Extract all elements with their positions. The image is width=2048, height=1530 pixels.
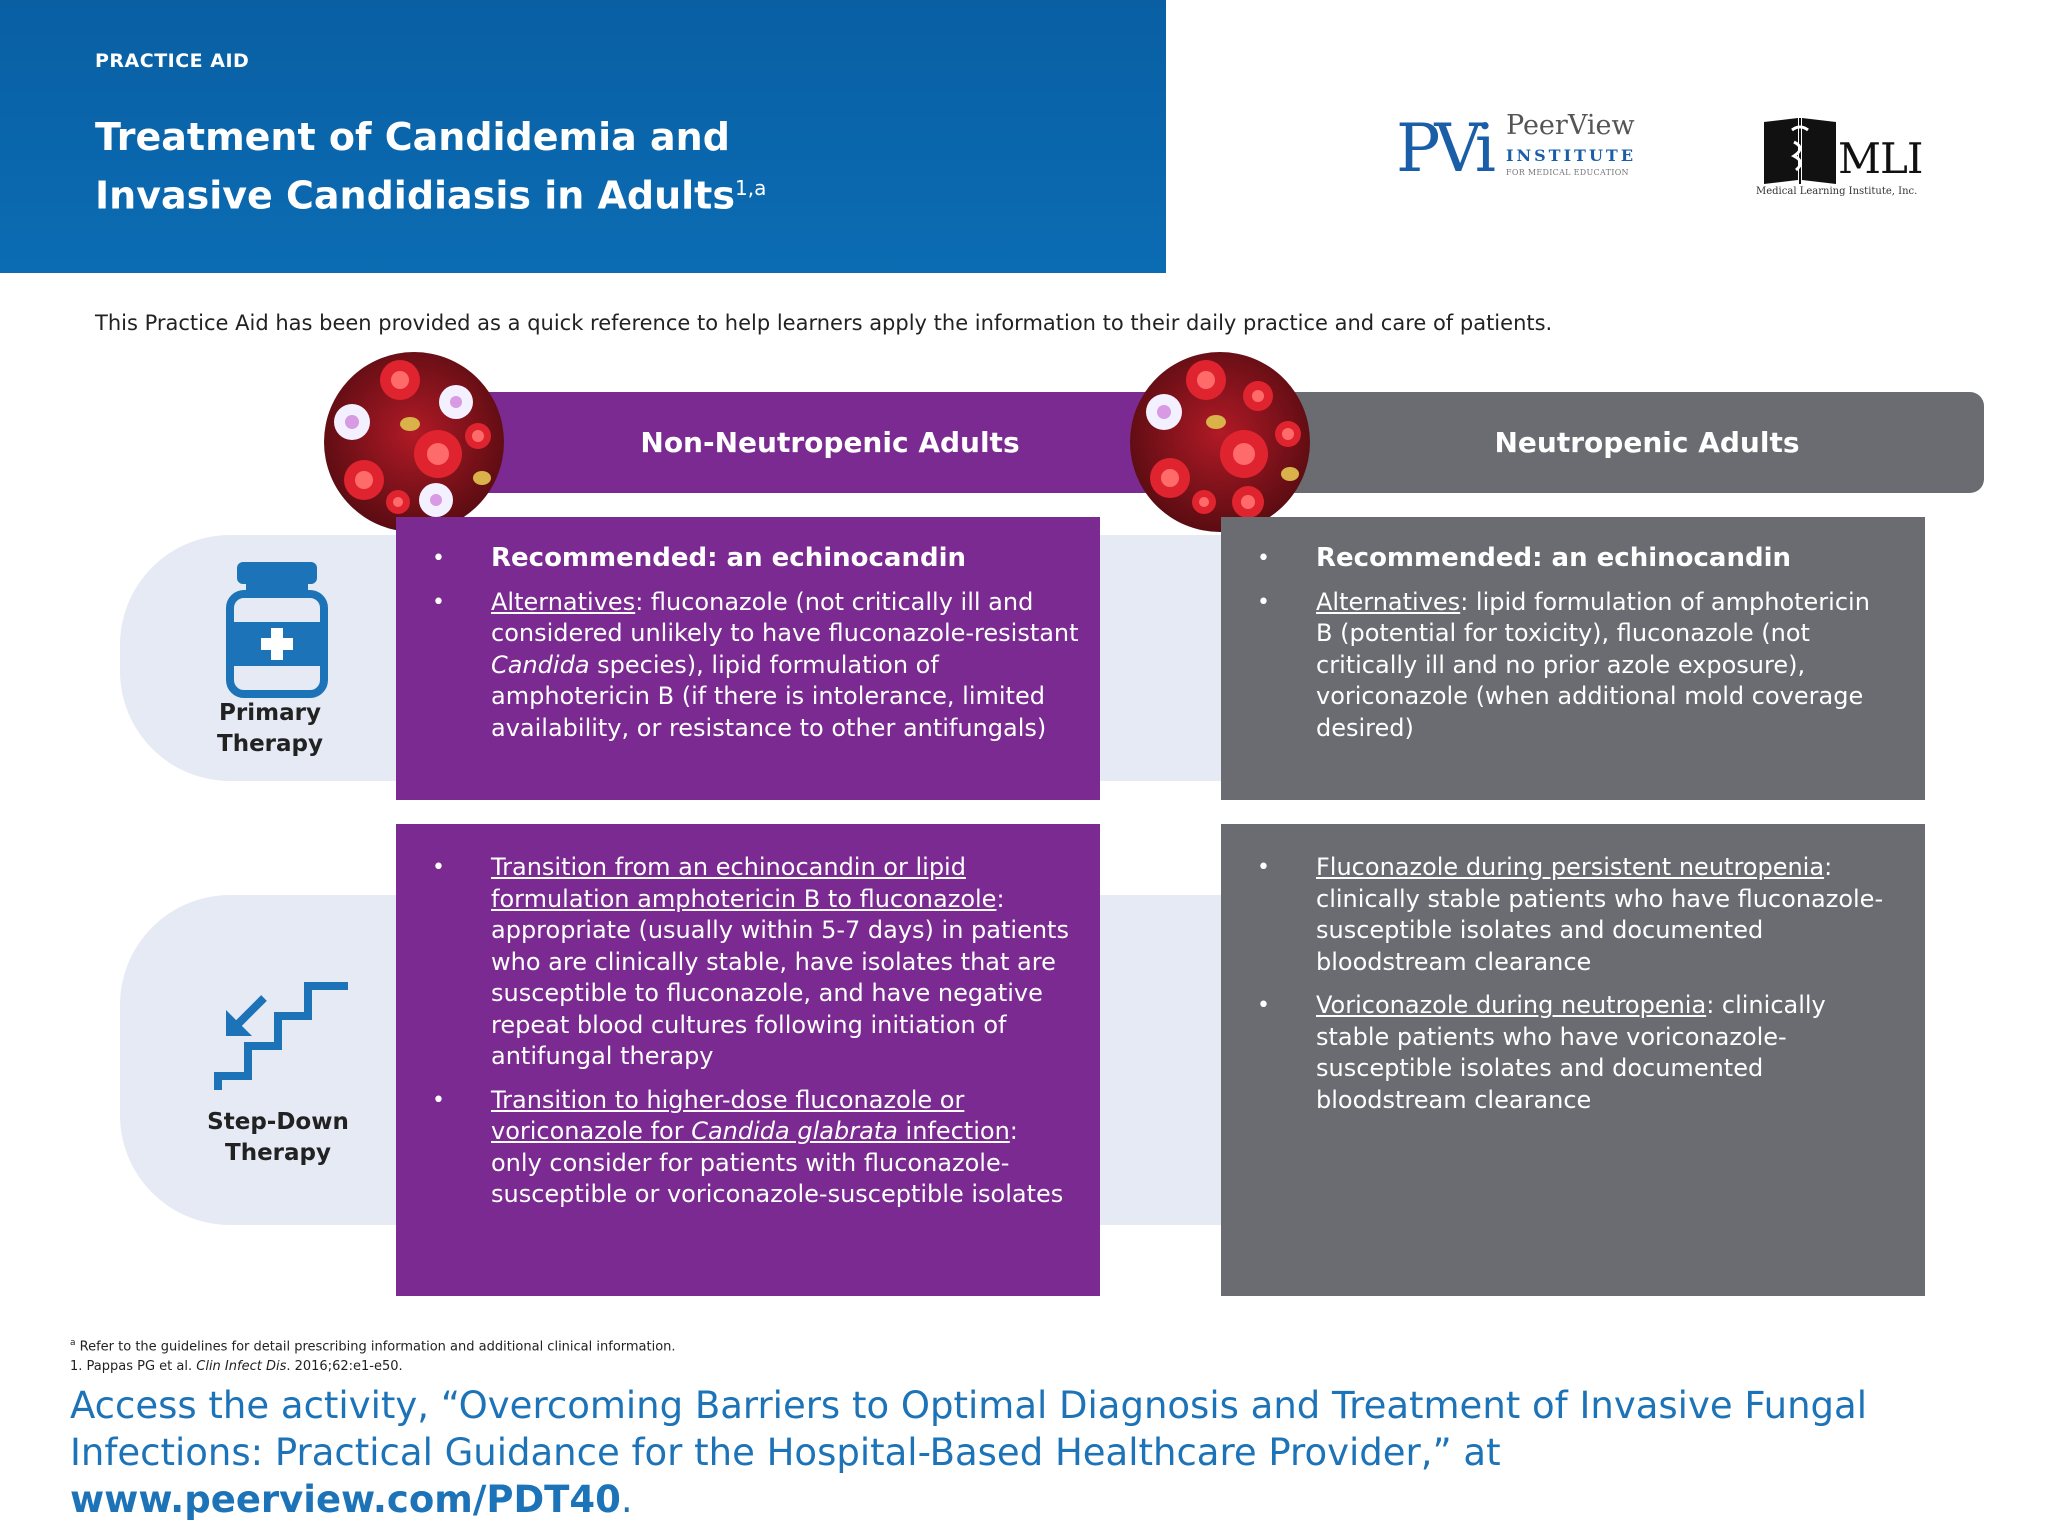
list-item — [1221, 852, 1885, 978]
caduceus-book-icon — [1762, 114, 1838, 186]
medicine-bottle-icon — [222, 560, 332, 700]
mli-logo — [1756, 112, 1936, 202]
blood-cells-illustration — [322, 350, 506, 534]
list-item — [396, 1085, 1072, 1211]
voriconazole-label: Voriconazole during neutropenia — [1316, 991, 1707, 1019]
reference-authors: 1. Pappas PG et al. — [70, 1359, 197, 1375]
higher-dose-label-a: Transition to higher-dose fluconazole or voriconazole for — [491, 1085, 965, 1145]
title-superscript: 1,a — [734, 176, 767, 200]
pvi-logo-name: PeerView — [1506, 110, 1635, 141]
recommended-text: Recommended: an echinocandin — [491, 543, 967, 573]
footnote-a-mark: a — [70, 1338, 76, 1348]
non-neutropenic-header — [440, 392, 1160, 493]
header-banner — [0, 0, 1166, 273]
higher-dose-label-b: infection — [897, 1117, 1010, 1145]
alternatives-label: Alternatives — [1316, 587, 1461, 616]
footnote-reference — [70, 1357, 676, 1377]
stairs-down-arrow-icon — [212, 980, 352, 1100]
list-item — [1221, 990, 1885, 1116]
fluconazole-label: Fluconazole during persistent neutropenia — [1316, 853, 1825, 881]
list-item — [396, 543, 1100, 575]
higher-dose-label — [491, 1086, 1010, 1146]
list-item — [1221, 543, 1885, 575]
title-line-1: Treatment of Candidemia and — [95, 115, 730, 159]
title-line-2: Invasive Candidiasis in Adults — [95, 173, 735, 218]
primary-therapy-label-line2: Therapy — [217, 731, 323, 757]
reference-journal: Clin Infect Dis — [196, 1359, 287, 1375]
cta-end: . — [620, 1478, 633, 1521]
alternatives-text: : lipid formulation of amphotericin B (potential for toxicity), fluconazole (not critically ill and no prior azole exposure), voriconazole (when additional mold coverage desired) — [1316, 587, 1870, 742]
alternatives-text-cont: species), lipid formulation of amphotericin B (if there is intolerance, limited availability, or resistance to other antifungals) — [491, 650, 1047, 742]
transition-text: : appropriate (usually within 5-7 days) in patients who are clinically stable, have isolates that are susceptible to fluconazole, and have negative repeat blood cultures following initiation of antifungal therapy — [491, 884, 1069, 1070]
alternatives-label: Alternatives — [491, 587, 636, 616]
recommended-text: Recommended: an echinocandin — [1316, 543, 1792, 573]
footnote-a-text: Refer to the guidelines for detail prescribing information and additional clinical information. — [75, 1339, 676, 1355]
neutropenic-header — [1250, 392, 1984, 493]
mli-logo-subtitle: Medical Learning Institute, Inc. — [1756, 186, 1918, 197]
alternatives-text: : fluconazole (not critically ill and considered unlikely to have fluconazole-resistant — [491, 587, 1079, 647]
list-item — [1221, 587, 1885, 745]
higher-dose-label-italic: Candida glabrata — [691, 1117, 898, 1145]
page-title — [95, 112, 1095, 222]
reference-details: . 2016;62:e1-e50. — [286, 1359, 403, 1375]
fluconazole-text: : clinically stable patients who have fluconazole-susceptible isolates and documented bloodstream clearance — [1316, 853, 1884, 976]
alternatives-italic: Candida — [491, 650, 590, 679]
stepdown-therapy-label-line2: Therapy — [225, 1140, 331, 1166]
eyebrow-label: PRACTICE AID — [95, 50, 250, 72]
non-neutropenic-primary-cell — [396, 517, 1100, 800]
activity-call-to-action — [70, 1382, 2010, 1523]
peerview-logo — [1396, 110, 1636, 200]
list-item — [396, 587, 1100, 745]
stepdown-therapy-label — [178, 1107, 378, 1169]
primary-therapy-label-line1: Primary — [219, 700, 321, 726]
non-neutropenic-stepdown-cell — [396, 824, 1100, 1296]
voriconazole-text: : clinically stable patients who have voriconazole-susceptible isolates and documented bloodstream clearance — [1316, 991, 1826, 1114]
list-item — [396, 852, 1072, 1073]
primary-therapy-label — [170, 698, 370, 760]
neutropenic-stepdown-cell — [1221, 824, 1925, 1296]
pvi-logo-subtitle: FOR MEDICAL EDUCATION — [1506, 168, 1629, 177]
intro-text: This Practice Aid has been provided as a quick reference to help learners apply the information to their daily practice and care of patients. — [95, 311, 1553, 335]
mli-logo-name: MLI — [1838, 134, 1923, 183]
pvi-logo-institute: INSTITUTE — [1506, 146, 1637, 165]
pvi-logo-mark: PVi — [1396, 110, 1491, 187]
footnotes — [70, 1333, 676, 1377]
neutropenic-header-label: Neutropenic Adults — [1494, 426, 1800, 459]
footnote-a — [70, 1333, 676, 1357]
cta-text: Access the activity, “Overcoming Barriers to Optimal Diagnosis and Treatment of Invasive Fungal Infections: Practical Guidance for the Hospital-Based Healthcare Provider,” at — [70, 1384, 1867, 1474]
non-neutropenic-header-label: Non-Neutropenic Adults — [640, 426, 1020, 459]
stepdown-therapy-label-line1: Step-Down — [207, 1109, 349, 1135]
blood-cells-illustration — [1128, 350, 1312, 534]
activity-url-link[interactable]: www.peerview.com/PDT40 — [70, 1478, 621, 1521]
higher-dose-text: : only consider for patients with fluconazole-susceptible or voriconazole-susceptible isolates — [491, 1117, 1064, 1208]
transition-label: Transition from an echinocandin or lipid formulation amphotericin B to fluconazole — [491, 853, 997, 913]
neutropenic-primary-cell — [1221, 517, 1925, 800]
